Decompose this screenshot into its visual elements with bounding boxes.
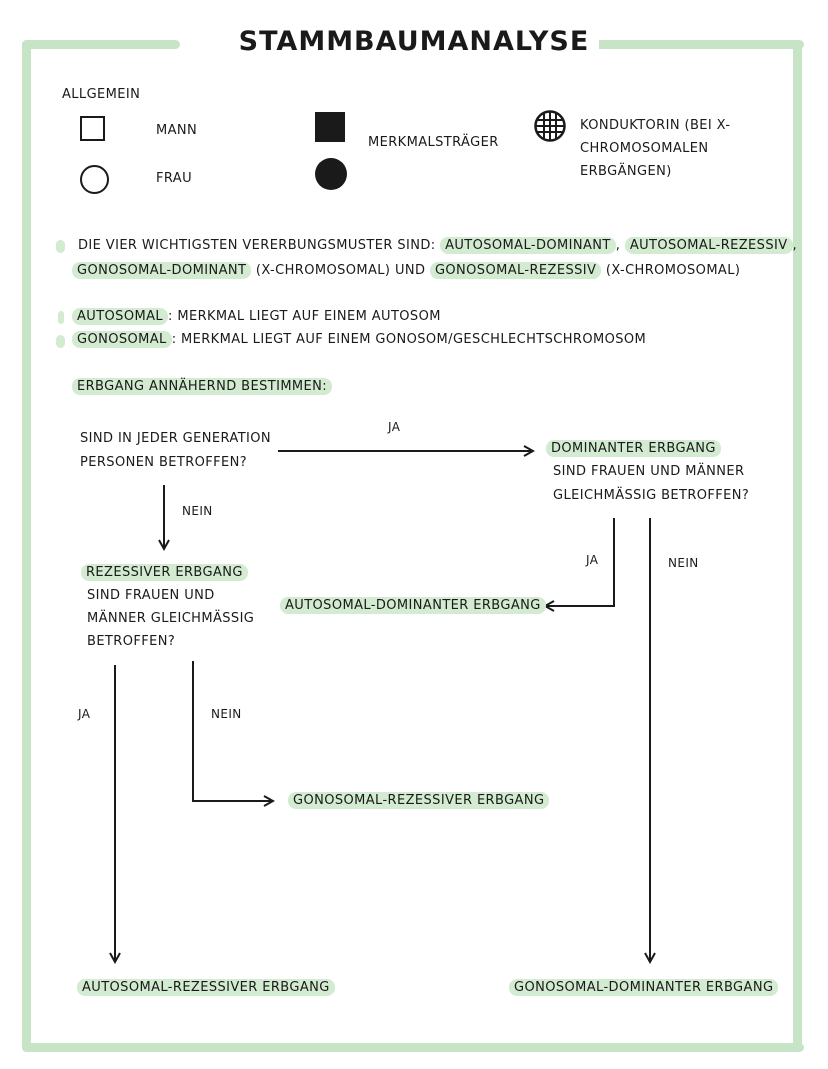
- patterns-line-1: DIE VIER WICHTIGSTEN VERERBUNGSMUSTER SIND: AUTOSOMAL-DOMINANT , AUTOSOMAL-REZESSIV ,: [78, 238, 798, 253]
- term-gonosomal: GONOSOMAL: [72, 331, 172, 348]
- legend-frau: FRAU: [156, 171, 192, 186]
- label-nein-q1: NEIN: [182, 504, 213, 518]
- rezessiv-question-line-3: BETROFFEN?: [87, 634, 176, 649]
- result-autosomal-rezessiv: AUTOSOMAL-REZESSIVER ERBGANG: [77, 976, 335, 1000]
- legend-konduktorin-line-2: CHROMOSOMALEN: [580, 141, 709, 156]
- dominant-question-line-1: SIND FRAUEN UND MÄNNER: [553, 464, 745, 479]
- question-1-line-2: PERSONEN BETROFFEN?: [80, 455, 248, 470]
- term-autosomal: AUTOSOMAL: [72, 308, 168, 325]
- legend-konduktorin-line-1: KONDUKTORIN (BEI X-: [580, 118, 731, 133]
- definition-text-gonosomal: : MERKMAL LIEGT AUF EINEM GONOSOM/GESCHLECHTSCHROMOSOM: [171, 332, 647, 347]
- x-suffix-2: (X-CHROMOSOMAL): [605, 263, 741, 278]
- pattern-autosomal-rezessiv: AUTOSOMAL-REZESSIV: [625, 237, 793, 254]
- rezessiv-question-line-1: SIND FRAUEN UND: [87, 588, 215, 603]
- label-nein-dominant: NEIN: [668, 556, 699, 570]
- rezessiv-question-line-2: MÄNNER GLEICHMÄSSIG: [87, 611, 255, 626]
- arrow-rezessiv-nein: [193, 661, 273, 801]
- result-autosomal-dominant: AUTOSOMAL-DOMINANTER ERBGANG: [280, 594, 546, 618]
- label-ja-q1: JA: [388, 420, 401, 434]
- rezessiv-label: REZESSIVER ERBGANG: [81, 561, 248, 585]
- pattern-gonosomal-rezessiv: GONOSOMAL-REZESSIV: [430, 262, 601, 279]
- label-ja-dominant: JA: [586, 553, 599, 567]
- legend-merkmalstraeger: MERKMALSTRÄGER: [368, 135, 499, 150]
- definition-text-autosomal: : MERKMAL LIEGT AUF EINEM AUTOSOM: [168, 309, 441, 324]
- dominant-label: DOMINANTER ERBGANG: [546, 437, 721, 461]
- legend-mann: MANN: [156, 123, 198, 138]
- legend-heading: ALLGEMEIN: [62, 87, 141, 102]
- pattern-gonosomal-dominant: GONOSOMAL-DOMINANT: [72, 262, 251, 279]
- result-gonosomal-dominant: GONOSOMAL-DOMINANTER ERBGANG: [509, 976, 778, 1000]
- legend-konduktorin-line-3: ERBGÄNGEN): [580, 164, 672, 179]
- arrow-dominant-ja: [545, 518, 614, 606]
- dominant-question-line-2: GLEICHMÄSSIG BETROFFEN?: [553, 488, 750, 503]
- word-und: UND: [394, 263, 426, 278]
- label-ja-rezessiv: JA: [78, 707, 91, 721]
- page-title: STAMMBAUMANALYSE: [0, 26, 828, 57]
- label-nein-rezessiv: NEIN: [211, 707, 242, 721]
- flow-heading: ERBGANG ANNÄHERND BESTIMMEN:: [72, 375, 332, 399]
- result-gonosomal-rezessiv: GONOSOMAL-REZESSIVER ERBGANG: [288, 789, 549, 813]
- patterns-intro: DIE VIER WICHTIGSTEN VERERBUNGSMUSTER SIND:: [78, 238, 436, 253]
- pattern-autosomal-dominant: AUTOSOMAL-DOMINANT: [440, 237, 616, 254]
- x-suffix-1: (X-CHROMOSOMAL): [255, 263, 391, 278]
- question-1-line-1: SIND IN JEDER GENERATION: [80, 431, 272, 446]
